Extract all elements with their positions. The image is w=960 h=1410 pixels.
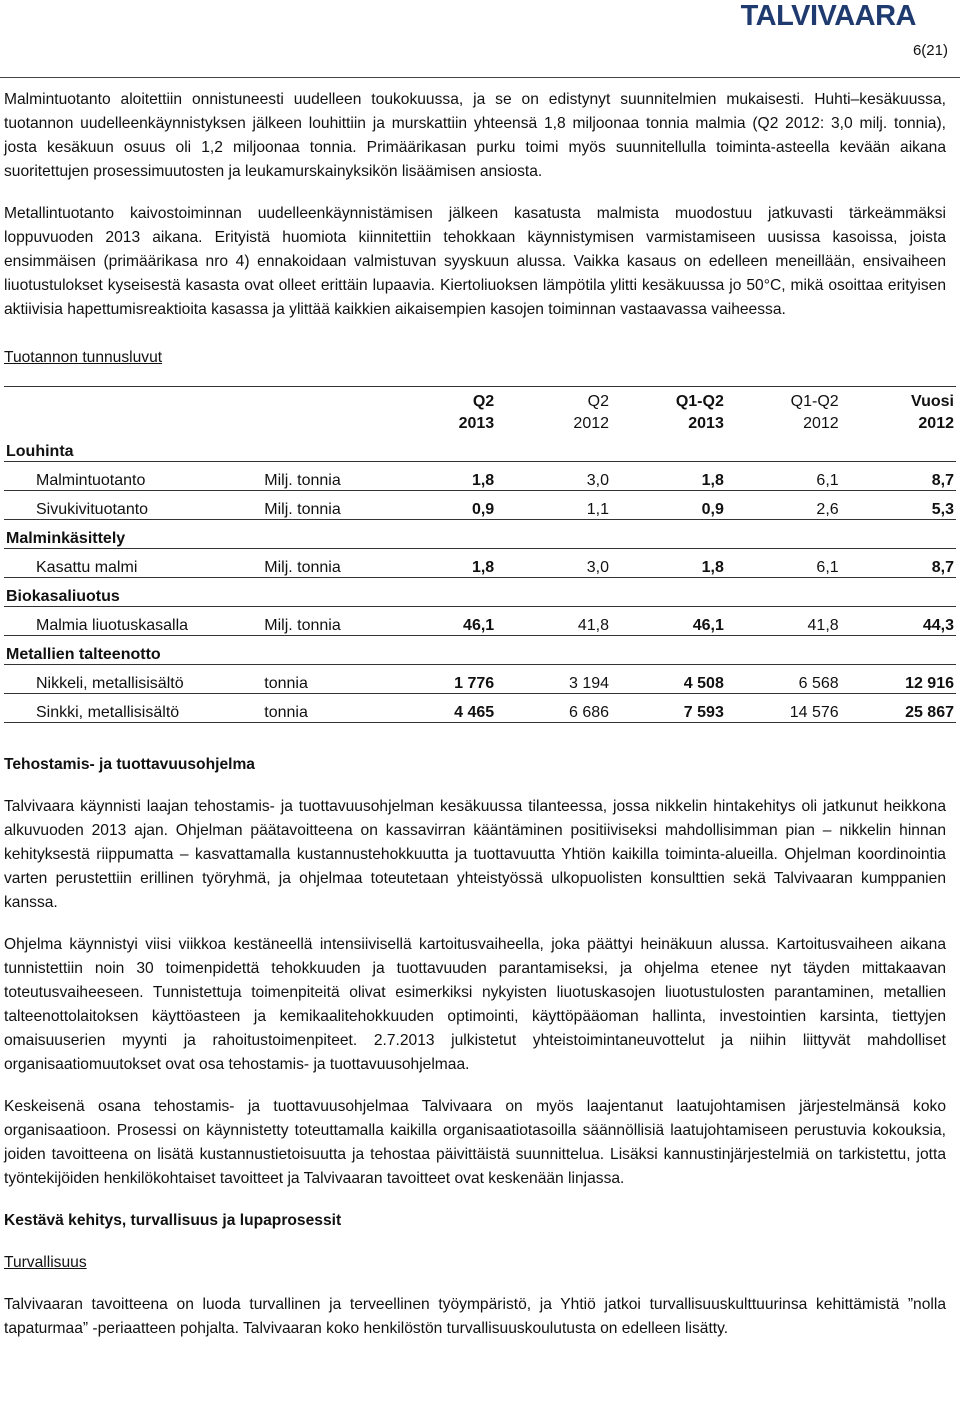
row-unit: Milj. tonnia [262, 549, 381, 578]
col-header: Q1-Q2 [790, 393, 839, 410]
table-cell: 5,3 [841, 491, 956, 520]
col-header: 2013 [688, 415, 724, 432]
table-cell: 8,7 [841, 549, 956, 578]
section-label: Biokasaliuotus [4, 578, 956, 607]
row-label: Malmia liuotuskasalla [4, 607, 262, 636]
col-header: Vuosi [911, 393, 954, 410]
row-unit: Milj. tonnia [262, 607, 381, 636]
row-label: Malmintuotanto [4, 462, 262, 491]
section-heading: Tehostamis- ja tuottavuusohjelma [4, 756, 255, 773]
section-label: Metallien talteenotto [4, 636, 956, 665]
table-row [4, 694, 956, 723]
table-cell: 12 916 [841, 665, 956, 694]
table-cell: 8,7 [841, 462, 956, 491]
table-section-row [4, 520, 956, 549]
table-row [4, 665, 956, 694]
row-label: Nikkeli, metallisisältö [4, 665, 262, 694]
table-title: Tuotannon tunnusluvut [4, 349, 163, 366]
paragraph: Metallintuotanto kaivostoiminnan uudelleenkäynnistämisen jälkeen kasatusta malmista muodostuu jatkuvasti tärkeämmäksi loppuvuoden 2013 aikana. Erityistä huomiota kiinnitettiin tehokkaan käynnistymisen varmistamiseen uusissa kasoissa, joista ensimmäisen (primäärikasa nro 4) ennakoidaan valmistuvan syyskuun alussa. Vaikka kasaus on edelleen meneillään, ensivaiheen liuotustulokset kyseisestä kasasta ovat olleet erittäin lupaavia. Kiertoliuoksen lämpötila ylitti kesäkuussa jo 50°C, mikä osoittaa erityisen aktiivisia hapettumisreaktioita kasassa ja ylittää kaikkien aikaisempien kasojen toiminnan vastaavassa vaiheessa. [4, 205, 946, 318]
table-cell: 6,1 [726, 462, 841, 491]
col-header: Q1-Q2 [675, 393, 724, 410]
table-cell: 1,8 [381, 462, 496, 491]
header-divider [0, 77, 960, 78]
table-cell: 4 508 [611, 665, 726, 694]
table-cell: 25 867 [841, 694, 956, 723]
table-row [4, 462, 956, 491]
page-number: 6(21) [912, 42, 948, 59]
col-header: 2012 [918, 415, 954, 432]
table-cell: 14 576 [726, 694, 841, 723]
paragraph: Talvivaara käynnisti laajan tehostamis- ja tuottavuusohjelman kesäkuussa tilanteessa, jossa nikkelin hintakehitys oli jatkunut heikkona alkuvuoden 2013 ajan. Ohjelman päätavoitteena on kassavirran kääntäminen positiiviseksi mahdollisimman pian – nikkelin hinnan kehityksestä riippumatta – kasvattamalla kustannustehokkuutta ja tuottavuutta Yhtiön kaikilla toiminta-alueilla. Ohjelman koordinointia varten perustettiin erillinen työryhmä, ja ohjelmaa toteutetaan yhteistyössä ulkopuolisten konsulttien sekä Talvivaaran kumppanien kanssa. [4, 798, 946, 911]
table-cell: 4 465 [381, 694, 496, 723]
table-cell: 2,6 [726, 491, 841, 520]
table-cell: 0,9 [611, 491, 726, 520]
production-kpi-table [4, 386, 956, 723]
table-cell: 7 593 [611, 694, 726, 723]
document-body [4, 88, 954, 1359]
paragraph: Malmintuotanto aloitettiin onnistuneesti uudelleen toukokuussa, ja se on edistynyt suunnitelmien mukaisesti. Huhti–kesäkuussa, tuotannon uudelleenkäynnistyksen jälkeen louhittiin ja murskattiin yhteensä 1,8 miljoonaa tonnia malmia (Q2 2012: 3,0 milj. tonnia), josta kesäkuun osuus oli 1,2 miljoonaa tonnia. Primäärikasan purku toimi myös suunnitellulla toiminta-asteella kevään aikana suoritettujen prosessimuutosten ja leukamurskainyksikön lisäämisen ansiosta. [4, 91, 946, 180]
company-logo: TALVIVAARA [740, 0, 916, 32]
table-cell: 0,9 [381, 491, 496, 520]
row-unit: tonnia [262, 694, 381, 723]
paragraph: Talvivaaran tavoitteena on luoda turvallinen ja terveellinen työympäristö, ja Yhtiö jatkoi turvallisuuskulttuurinsa kehittämistä ”nolla tapaturmaa” -periaatteen pohjalta. Talvivaaran koko henkilöstön turvallisuuskoulutusta on edelleen lisätty. [4, 1296, 946, 1337]
table-section-row [4, 433, 956, 462]
section-label: Louhinta [4, 433, 956, 462]
subsection-heading: Turvallisuus [4, 1254, 87, 1271]
paragraph: Keskeisenä osana tehostamis- ja tuottavuusohjelmaa Talvivaara on myös laajentanut laatujohtamisen järjestelmänsä koko organisaatioon. Prosessi on käynnistetty toteuttamalla kaikilla organisaatiotasoilla säännöllisiä laatujohtamiseen perustuvia kokouksia, joiden tavoitteena on lisätä kustannustietoisuutta ja tehostaa päivittäistä suunnittelua. Lisäksi kannustinjärjestelmiä on tarkistettu, jotta työntekijöiden henkilökohtaiset tavoitteet ja Talvivaaran tavoitteet ovat keskenään linjassa. [4, 1098, 946, 1187]
row-label: Sinkki, metallisisältö [4, 694, 262, 723]
section-heading: Kestävä kehitys, turvallisuus ja lupaprosessit [4, 1212, 342, 1229]
table-cell: 1,8 [611, 462, 726, 491]
table-cell: 6 686 [496, 694, 611, 723]
table-cell: 3 194 [496, 665, 611, 694]
table-cell: 44,3 [841, 607, 956, 636]
table-cell: 1 776 [381, 665, 496, 694]
row-unit: Milj. tonnia [262, 491, 381, 520]
col-header: 2012 [573, 415, 610, 432]
row-label: Kasattu malmi [4, 549, 262, 578]
table-cell: 6 568 [726, 665, 841, 694]
col-header: 2012 [803, 415, 839, 432]
table-row [4, 607, 956, 636]
table-cell: 46,1 [611, 607, 726, 636]
row-unit: tonnia [262, 665, 381, 694]
table-cell: 41,8 [726, 607, 841, 636]
col-header: Q2 [472, 393, 495, 410]
table-cell: 6,1 [726, 549, 841, 578]
paragraph: Ohjelma käynnistyi viisi viikkoa kestäneellä intensiivisellä kartoitusvaiheella, joka päättyi heinäkuun alussa. Kartoitusvaiheen aikana tunnistettiin noin 30 toimenpidettä tehokkuuden ja tuottavuuden parantamiseksi, ja ohjelma etenee nyt täyden mittakaavan toteutusvaiheeseen. Tunnistettuja toimenpiteitä olivat esimerkiksi nykyisten liuotuskasojen liuotustulosten parantaminen, metallien talteenottolaitoksen käyttöasteen ja kemikaalitehokkuuden optimointi, käyttöpääoman hallinta, investointien karsinta, tiettyjen omaisuuserien myynti ja rahoitustoimenpiteet. 2.7.2013 julkistetut yhteistoimintaneuvottelut ja niihin liittyvät mahdolliset organisaatiomuutokset ovat osa tehostamis- ja tuottavuusohjelmaa. [4, 936, 946, 1073]
table-row [4, 491, 956, 520]
row-label: Sivukivituotanto [4, 491, 262, 520]
table-cell: 1,1 [496, 491, 611, 520]
table-cell: 3,0 [496, 549, 611, 578]
table-section-row [4, 636, 956, 665]
table-cell: 3,0 [496, 462, 611, 491]
row-unit: Milj. tonnia [262, 462, 381, 491]
table-cell: 41,8 [496, 607, 611, 636]
table-row [4, 549, 956, 578]
col-header: Q2 [587, 393, 610, 410]
table-cell: 1,8 [381, 549, 496, 578]
col-header: 2013 [458, 415, 495, 432]
section-label: Malminkäsittely [4, 520, 956, 549]
table-cell: 46,1 [381, 607, 496, 636]
table-cell: 1,8 [611, 549, 726, 578]
table-section-row [4, 578, 956, 607]
